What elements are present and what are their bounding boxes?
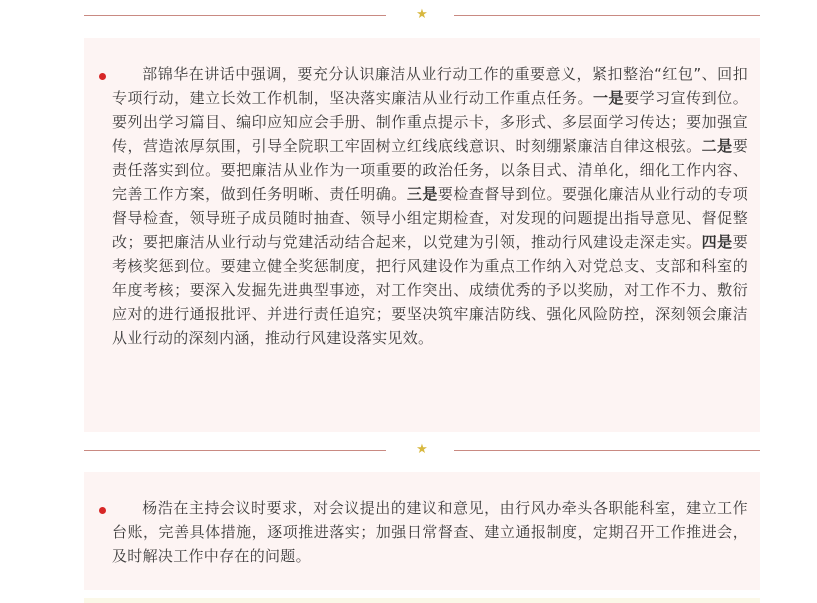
point-1-label: 一是 [593,89,625,107]
point-4-label: 四是 [701,233,733,251]
content-panel-2 [84,472,760,590]
next-panel-edge [84,598,760,603]
middle-divider [84,441,760,461]
para1-segment-2: 要学习宣传到位。要列出学习篇目、编印应知应会手册、制作重点提示卡，多形式、多层面学习传达；要加强宣传，营造浓厚氛围，引导全院职工牢固树立红线底线意识、时刻绷紧廉洁自律这根弦。 [112,89,748,155]
bullet-icon [99,73,106,80]
para1-segment-3: 要责任落实到位。要把廉洁从业作为一项重要的政治任务，以条目式、清单化，细化工作内容、完善工作方案，做到任务明晰、责任明确。 [112,137,749,203]
paragraph-1 [112,62,748,350]
paragraph-2 [112,496,748,568]
star-icon: ★ [416,7,428,22]
para1-segment-5: 要考核奖惩到位。要建立健全奖惩制度，把行风建设作为重点工作纳入对党总支、支部和科室的年度考核；要深入发掘先进典型事迹，对工作突出、成绩优秀的予以奖励，对工作不力、敷衍应对的进行通报批评、并进行责任追究；要坚决筑牢廉洁防线、强化风险防控，深刻领会廉洁从业行动的深刻内涵，推动行风建设落实见效。 [112,233,749,347]
bullet-icon [99,507,106,514]
divider-line-left [84,450,386,451]
divider-line-right [454,450,760,451]
content-panel-1 [84,38,760,432]
para1-segment-1: 部锦华在讲话中强调，要充分认识廉洁从业行动工作的重要意义，紧扣整治“红包”、回扣专项行动，建立长效工作机制，坚决落实廉洁从业行动工作重点任务。 [112,65,748,107]
point-3-label: 三是 [406,185,438,203]
point-2-label: 二是 [701,137,733,155]
divider-line-left [84,15,386,16]
divider-line-right [454,15,760,16]
para1-segment-4: 要检查督导到位。要强化廉洁从业行动的专项督导检查，领导班子成员随时抽查、领导小组定期检查，对发现的问题提出指导意见、督促整改；要把廉洁从业行动与党建活动结合起来，以党建为引领，推动行风建设走深走实。 [112,185,748,251]
para2-text: 杨浩在主持会议时要求，对会议提出的建议和意见，由行风办牵头各职能科室，建立工作台账，完善具体措施，逐项推进落实；加强日常督查、建立通报制度，定期召开工作推进会，及时解决工作中存在的问题。 [112,499,748,565]
star-icon: ★ [416,442,428,457]
top-divider [84,6,760,26]
